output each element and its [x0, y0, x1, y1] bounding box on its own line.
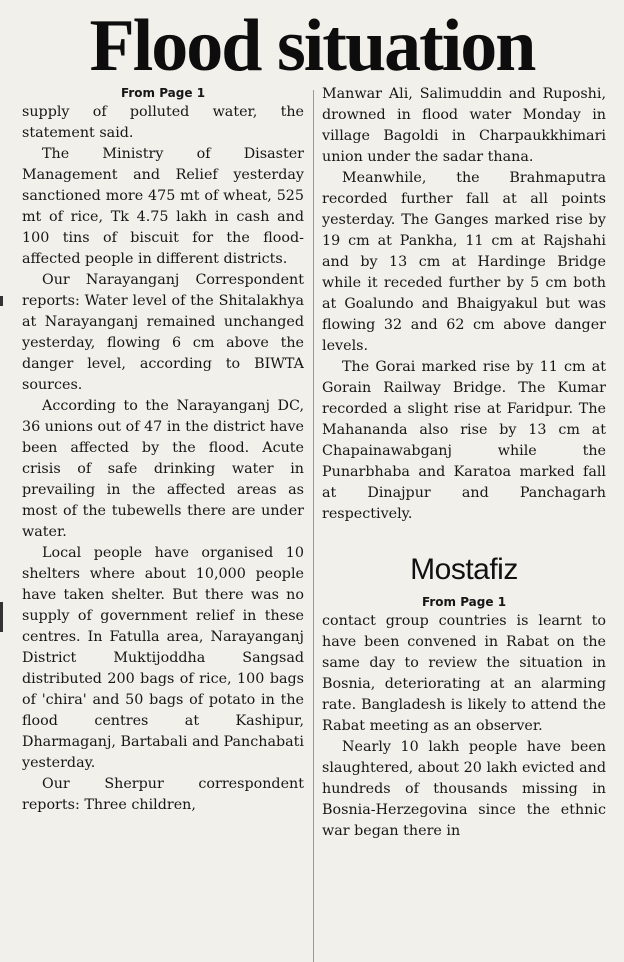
margin-mark: [0, 296, 3, 306]
paragraph: According to the Narayanganj DC, 36 unions out of 47 in the district have been affected by the flood. Acute crisis of safe drinking water in prevailing in the affected areas as most of the tubewells there are under water.: [22, 398, 304, 540]
right-column: [322, 84, 606, 962]
paragraph: Manwar Ali, Salimuddin and Ruposhi, drowned in flood water Monday in village Bagoldi in Charpaukkhimari union under the sadar thana.: [322, 86, 606, 165]
column-divider: [313, 90, 314, 962]
paragraph: Local people have organised 10 shelters where about 10,000 people have taken shelter. But there was no supply of government relief in these centres. In Fatulla area, Narayanganj District Muktijoddha Sangsad distributed 200 bags of rice, 100 bags of 'chira' and 50 bags of potato in the flood centres at Kashipur, Dharmaganj, Bartabali and Panchabati yesterday.: [22, 545, 304, 771]
from-page-label: From Page 1: [421, 595, 507, 609]
paragraph: contact group countries is learnt to have been convened in Rabat on the same day to review the situation in Bosnia, deteriorating at an alarming rate. Bangladesh is likely to attend the Rabat meeting as an observer.: [322, 613, 606, 734]
paragraph: supply of polluted water, the statement said.: [22, 104, 304, 141]
paragraph: The Gorai marked rise by 11 cm at Gorain Railway Bridge. The Kumar recorded a slight rise at Faridpur. The Mahananda also rise by 13 cm at Chapainawabganj while the Punarbhaba and Karatoa marked fall at Dinajpur and Panchagarh respectively.: [322, 359, 606, 522]
left-column: [22, 84, 304, 962]
paragraph: Nearly 10 lakh people have been slaughtered, about 20 lakh evicted and hundreds of thousands missing in Bosnia-Herzegovina since the ethnic war began there in: [322, 739, 606, 839]
paragraph: Our Sherpur correspondent reports: Three children,: [22, 776, 304, 813]
paragraph: Meanwhile, the Brahmaputra recorded further fall at all points yesterday. The Ganges marked rise by 19 cm at Pankha, 11 cm at Rajshahi and by 13 cm at Hardinge Bridge while it receded further by 5 cm both at Goalundo and Bhaigyakul but was flowing 32 and 62 cm above danger levels.: [322, 170, 606, 354]
paragraph: Our Narayanganj Correspondent reports: Water level of the Shitalakhya at Narayanganj remained unchanged yesterday, flowing 6 cm above the danger level, according to BIWTA sources.: [22, 272, 304, 393]
paragraph: The Ministry of Disaster Management and Relief yesterday sanctioned more 475 mt of wheat, 525 mt of rice, Tk 4.75 lakh in cash and 100 tins of biscuit for the flood-affected people in different districts.: [22, 146, 304, 267]
from-page-label: From Page 1: [120, 86, 206, 100]
second-story-headline: Mostafiz: [410, 553, 518, 586]
margin-mark: [0, 602, 3, 632]
headline: Flood situation: [89, 5, 535, 87]
